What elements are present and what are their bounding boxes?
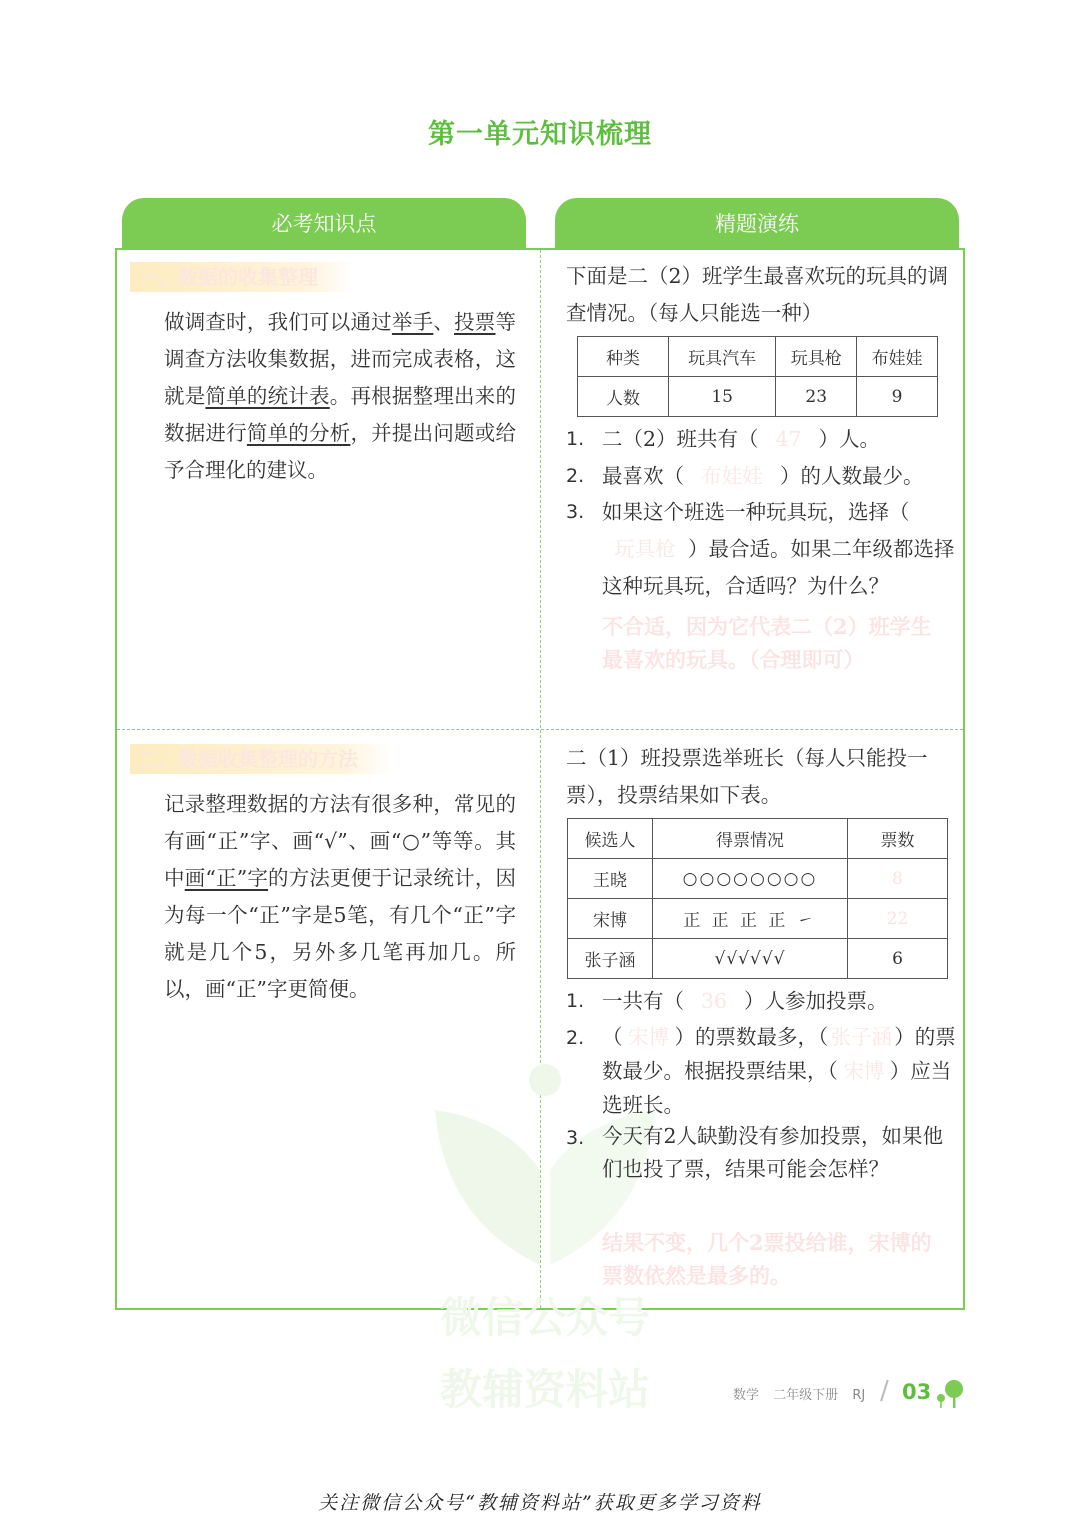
tree-icon xyxy=(934,1378,966,1410)
section-heading-1: 一、数据的收集整理 xyxy=(130,262,353,292)
footer-slash: / xyxy=(880,1376,889,1406)
table-cell: 15 xyxy=(669,377,776,417)
table-cell: 候选人 xyxy=(568,819,653,859)
table-cell: 宋博 xyxy=(568,899,653,939)
answer-blank: 宋博 xyxy=(843,1059,885,1083)
table-cell: 23 xyxy=(776,377,857,417)
table-cell: 6 xyxy=(848,939,948,979)
table-cell-answer: 8 xyxy=(848,859,948,899)
answer-blank: 布娃娃 xyxy=(701,464,763,488)
footer-edition: RJ xyxy=(852,1388,866,1403)
exercise1-intro: 下面是二（2）班学生最喜欢玩的玩具的调查情况。（每人只能选一种） xyxy=(566,264,949,325)
vote-result-table xyxy=(567,818,948,979)
table-cell: 玩具汽车 xyxy=(669,337,776,377)
exercise1-question-1: 1. 二（2）班共有（ 47 ）人。 xyxy=(566,421,956,458)
exercise2-question-1: 1. 一共有（ 36 ）人参加投票。 xyxy=(566,983,956,1020)
table-row xyxy=(578,337,938,377)
table-row xyxy=(578,377,938,417)
table-cell-answer: 22 xyxy=(848,899,948,939)
table-cell: 人数 xyxy=(578,377,669,417)
table-cell: 9 xyxy=(857,377,938,417)
table-cell: 种类 xyxy=(578,337,669,377)
page-footer xyxy=(733,1384,875,1403)
answer-blank: 宋博 xyxy=(628,1025,669,1049)
exercise1-question-3: 3. 如果这个班选一种玩具玩，选择（玩具枪 ）最合适。如果二年级都选择这种玩具玩，合适吗？为什么？ xyxy=(566,500,955,598)
watermark-line2: 教辅资料站 xyxy=(439,1365,650,1414)
exercise1-q3-answer: 不合适，因为它代表二（2）班学生最喜欢的玩具。（合理即可） xyxy=(602,614,932,672)
answer-blank: 张子涵 xyxy=(830,1025,892,1049)
toy-survey-table xyxy=(577,336,938,417)
table-cell: 正 正 正 正 ㇀ xyxy=(653,899,848,939)
page-title: 第一单元知识梳理 xyxy=(428,119,652,150)
answer-blank: 36 xyxy=(700,989,728,1013)
table-cell: √√√√√√ xyxy=(653,939,848,979)
table-row xyxy=(568,899,948,939)
table-cell: 布娃娃 xyxy=(857,337,938,377)
table-cell: 王晓 xyxy=(568,859,653,899)
exercise2-question-2: 2. （ 宋博 ）的票数最多，（ 张子涵 ）的票数最少。根据投票结果，（ 宋博 ）应当选班长。 xyxy=(566,1020,956,1122)
answer-blank: 47 xyxy=(775,427,802,451)
exercise2-q3-answer: 结果不变，几个2票投给谁，宋博的票数依然是最多的。 xyxy=(602,1230,932,1288)
watermark-line1: 微信公众号 xyxy=(439,1293,650,1342)
footer-grade: 二年级下册 xyxy=(773,1388,839,1403)
exercise2-intro: 二（1）班投票选举班长（每人只能投一票），投票结果如下表。 xyxy=(566,746,928,807)
table-cell: 玩具枪 xyxy=(776,337,857,377)
table-cell: 票数 xyxy=(848,819,948,859)
knowledge-paragraph-1: 做调查时，我们可以通过举手、投票等调查方法收集数据，进而完成表格，这就是简单的统计表。再根据整理出来的数据进行简单的分析，并提出问题或给予合理化的建议。 xyxy=(164,310,516,482)
footer-subject: 数学 xyxy=(733,1388,760,1403)
exercise2-question-3: 3. 今天有2人缺勤没有参加投票，如果他们也投了票，结果可能会怎样？ xyxy=(566,1124,944,1181)
horizontal-divider xyxy=(117,729,963,730)
table-cell: 得票情况 xyxy=(653,819,848,859)
knowledge-paragraph-2: 记录整理数据的方法有很多种，常见的有画“正”字、画“√”、画“○”等等。其中画“正”字的方法更便于记录统计，因为每一个“正”字是5笔，有几个“正”字就是几个5，另外多几笔再加几。所以，画“正”字更简便。 xyxy=(164,792,517,1001)
table-row xyxy=(568,859,948,899)
tab-exercises: 精题演练 xyxy=(555,198,959,248)
exercise1-question-2: 2. 最喜欢（ 布娃娃 ）的人数最少。 xyxy=(566,458,956,495)
page-number: 03 xyxy=(902,1380,932,1404)
table-row xyxy=(568,819,948,859)
answer-blank: 玩具枪 xyxy=(614,537,676,561)
bottom-note: 关注微信公众号“教辅资料站”获取更多学习资料 xyxy=(318,1492,762,1514)
table-cell: ○○○○○○○○ xyxy=(653,859,848,899)
table-cell: 张子涵 xyxy=(568,939,653,979)
table-row xyxy=(568,939,948,979)
tab-knowledge-points: 必考知识点 xyxy=(122,198,526,248)
section-heading-2: 二、数据收集整理的方法 xyxy=(130,744,393,774)
